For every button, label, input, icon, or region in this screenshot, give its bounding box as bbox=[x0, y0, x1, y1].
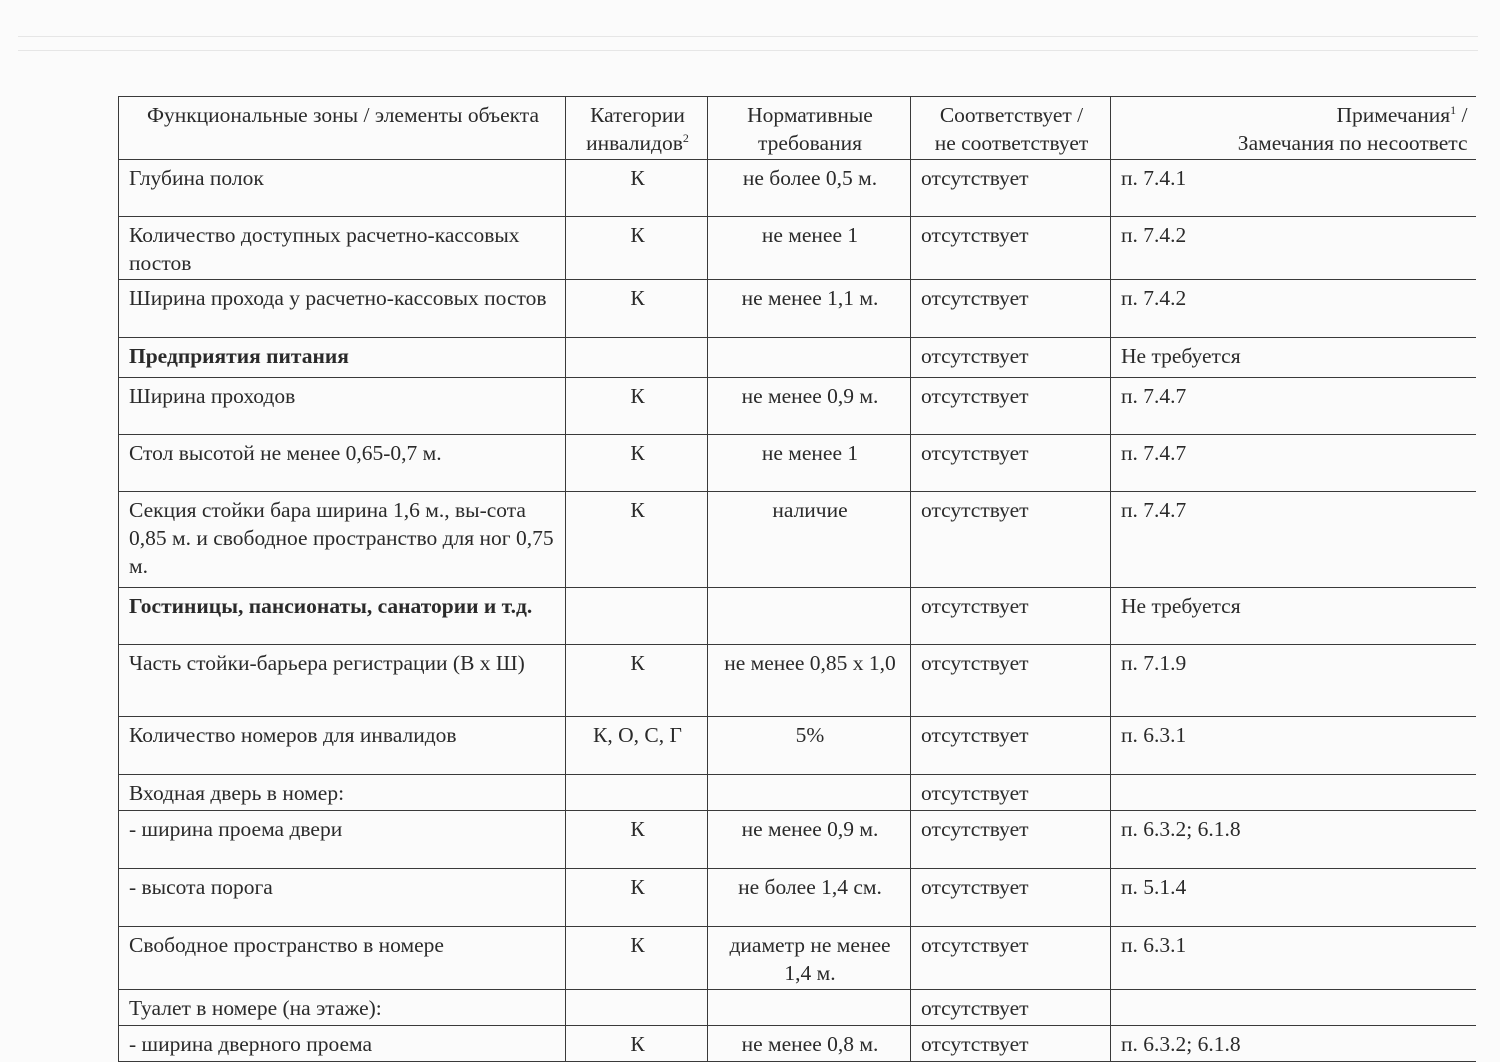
cell-requirement: не менее 1 bbox=[708, 217, 911, 280]
cell-requirement: не менее 0,9 м. bbox=[708, 378, 911, 435]
cell-note: п. 7.4.7 bbox=[1111, 435, 1476, 492]
cell-compliance: отсутствует bbox=[911, 717, 1111, 775]
header-notes-line2: Замечания по несоответс bbox=[1237, 131, 1468, 155]
header-categories bbox=[566, 97, 708, 160]
table-row bbox=[119, 775, 1476, 811]
cell-category bbox=[566, 338, 708, 378]
cell-category: К bbox=[566, 378, 708, 435]
cell-requirement: не более 0,5 м. bbox=[708, 160, 911, 217]
section-title: Гостиницы, пансионаты, санатории и т.д. bbox=[119, 588, 566, 645]
cell-compliance: отсутствует bbox=[911, 492, 1111, 588]
cell-requirement bbox=[708, 338, 911, 378]
cell-zone: Туалет в номере (на этаже): bbox=[119, 990, 566, 1026]
cell-note bbox=[1111, 775, 1476, 811]
cell-category: К bbox=[566, 280, 708, 338]
cell-compliance: отсутствует bbox=[911, 378, 1111, 435]
section-title: Предприятия питания bbox=[119, 338, 566, 378]
header-notes-slash: / bbox=[1456, 103, 1468, 127]
table-row bbox=[119, 1026, 1476, 1062]
table-row bbox=[119, 280, 1476, 338]
cell-zone: Количество номеров для инвалидов bbox=[119, 717, 566, 775]
cell-requirement: не более 1,4 см. bbox=[708, 869, 911, 927]
cell-zone: Часть стойки-барьера регистрации (В х Ш) bbox=[119, 645, 566, 717]
cell-requirement: не менее 0,9 м. bbox=[708, 811, 911, 869]
header-requirements-text: Нормативные требования bbox=[747, 103, 873, 155]
header-compliance-line1: Соответствует / bbox=[939, 103, 1084, 127]
table-section-row bbox=[119, 588, 1476, 645]
cell-zone: Входная дверь в номер: bbox=[119, 775, 566, 811]
cell-compliance: отсутствует bbox=[911, 645, 1111, 717]
cell-zone: Глубина полок bbox=[119, 160, 566, 217]
cell-category: К bbox=[566, 869, 708, 927]
cell-compliance: отсутствует bbox=[911, 217, 1111, 280]
cell-note: п. 6.3.2; 6.1.8 bbox=[1111, 811, 1476, 869]
table-section-row bbox=[119, 338, 1476, 378]
header-categories-text: Категории инвалидов bbox=[586, 103, 685, 155]
cell-compliance: отсутствует bbox=[911, 1026, 1111, 1062]
cell-zone: - ширина дверного проема bbox=[119, 1026, 566, 1062]
header-compliance bbox=[911, 97, 1111, 160]
cell-requirement: диаметр не менее 1,4 м. bbox=[708, 927, 911, 990]
cell-requirement: не менее 1 bbox=[708, 435, 911, 492]
cell-zone: Стол высотой не менее 0,65-0,7 м. bbox=[119, 435, 566, 492]
cell-requirement: наличие bbox=[708, 492, 911, 588]
cell-compliance: отсутствует bbox=[911, 280, 1111, 338]
cell-category: К bbox=[566, 435, 708, 492]
cell-note: п. 7.4.2 bbox=[1111, 217, 1476, 280]
cell-compliance: отсутствует bbox=[911, 775, 1111, 811]
accessibility-table bbox=[118, 96, 1476, 1062]
cell-category bbox=[566, 775, 708, 811]
cell-compliance: отсутствует bbox=[911, 160, 1111, 217]
table-row bbox=[119, 927, 1476, 990]
cell-note: Не требуется bbox=[1111, 588, 1476, 645]
cell-requirement: 5% bbox=[708, 717, 911, 775]
table-row bbox=[119, 160, 1476, 217]
table-row bbox=[119, 990, 1476, 1026]
cell-requirement bbox=[708, 775, 911, 811]
cell-note: п. 7.4.2 bbox=[1111, 280, 1476, 338]
cell-category: К bbox=[566, 1026, 708, 1062]
cell-category: К bbox=[566, 645, 708, 717]
cell-category: К bbox=[566, 160, 708, 217]
cell-note: п. 7.4.7 bbox=[1111, 378, 1476, 435]
cell-compliance: отсутствует bbox=[911, 338, 1111, 378]
header-zones bbox=[119, 97, 566, 160]
cell-zone: - высота порога bbox=[119, 869, 566, 927]
cell-compliance: отсутствует bbox=[911, 869, 1111, 927]
cell-note: п. 6.3.2; 6.1.8 bbox=[1111, 1026, 1476, 1062]
cell-requirement: не менее 0,8 м. bbox=[708, 1026, 911, 1062]
cell-zone: Ширина проходов bbox=[119, 378, 566, 435]
table-row bbox=[119, 378, 1476, 435]
header-categories-footnote: 2 bbox=[682, 130, 689, 145]
cell-requirement: не менее 1,1 м. bbox=[708, 280, 911, 338]
cell-category: К bbox=[566, 217, 708, 280]
cell-zone: Секция стойки бара ширина 1,6 м., вы-сота 0,85 м. и свободное пространство для ног 0,75 м. bbox=[119, 492, 566, 588]
header-notes bbox=[1111, 97, 1476, 160]
header-zones-text: Функциональные зоны / элементы объекта bbox=[146, 103, 540, 127]
cell-note: п. 5.1.4 bbox=[1111, 869, 1476, 927]
cell-note bbox=[1111, 990, 1476, 1026]
cell-zone: - ширина проема двери bbox=[119, 811, 566, 869]
cell-category bbox=[566, 990, 708, 1026]
table-row bbox=[119, 492, 1476, 588]
page-top-rule bbox=[18, 50, 1478, 51]
cell-compliance: отсутствует bbox=[911, 435, 1111, 492]
page-top-rule bbox=[18, 36, 1478, 37]
cell-compliance: отсутствует bbox=[911, 811, 1111, 869]
header-requirements bbox=[708, 97, 911, 160]
cell-category: К bbox=[566, 811, 708, 869]
cell-category: К bbox=[566, 927, 708, 990]
table-row bbox=[119, 645, 1476, 717]
cell-requirement bbox=[708, 588, 911, 645]
cell-category: К, О, С, Г bbox=[566, 717, 708, 775]
table-row bbox=[119, 717, 1476, 775]
table-row bbox=[119, 811, 1476, 869]
cell-compliance: отсутствует bbox=[911, 588, 1111, 645]
cell-requirement: не менее 0,85 х 1,0 bbox=[708, 645, 911, 717]
cell-compliance: отсутствует bbox=[911, 927, 1111, 990]
cell-note: п. 6.3.1 bbox=[1111, 717, 1476, 775]
cell-note: Не требуется bbox=[1111, 338, 1476, 378]
table-row bbox=[119, 217, 1476, 280]
cell-zone: Количество доступных расчетно-кассовых постов bbox=[119, 217, 566, 280]
cell-note: п. 6.3.1 bbox=[1111, 927, 1476, 990]
cell-category: К bbox=[566, 492, 708, 588]
table-row bbox=[119, 869, 1476, 927]
cell-note: п. 7.4.1 bbox=[1111, 160, 1476, 217]
cell-note: п. 7.4.7 bbox=[1111, 492, 1476, 588]
header-notes-footnote: 1 bbox=[1450, 102, 1457, 117]
header-compliance-line2: не соответствует bbox=[934, 131, 1089, 155]
table-row bbox=[119, 435, 1476, 492]
cell-zone: Ширина прохода у расчетно-кассовых постов bbox=[119, 280, 566, 338]
cell-zone: Свободное пространство в номере bbox=[119, 927, 566, 990]
cell-note: п. 7.1.9 bbox=[1111, 645, 1476, 717]
cell-category bbox=[566, 588, 708, 645]
table-header-row bbox=[119, 97, 1476, 160]
cell-requirement bbox=[708, 990, 911, 1026]
header-notes-line1: Примечания bbox=[1336, 103, 1451, 127]
cell-compliance: отсутствует bbox=[911, 990, 1111, 1026]
